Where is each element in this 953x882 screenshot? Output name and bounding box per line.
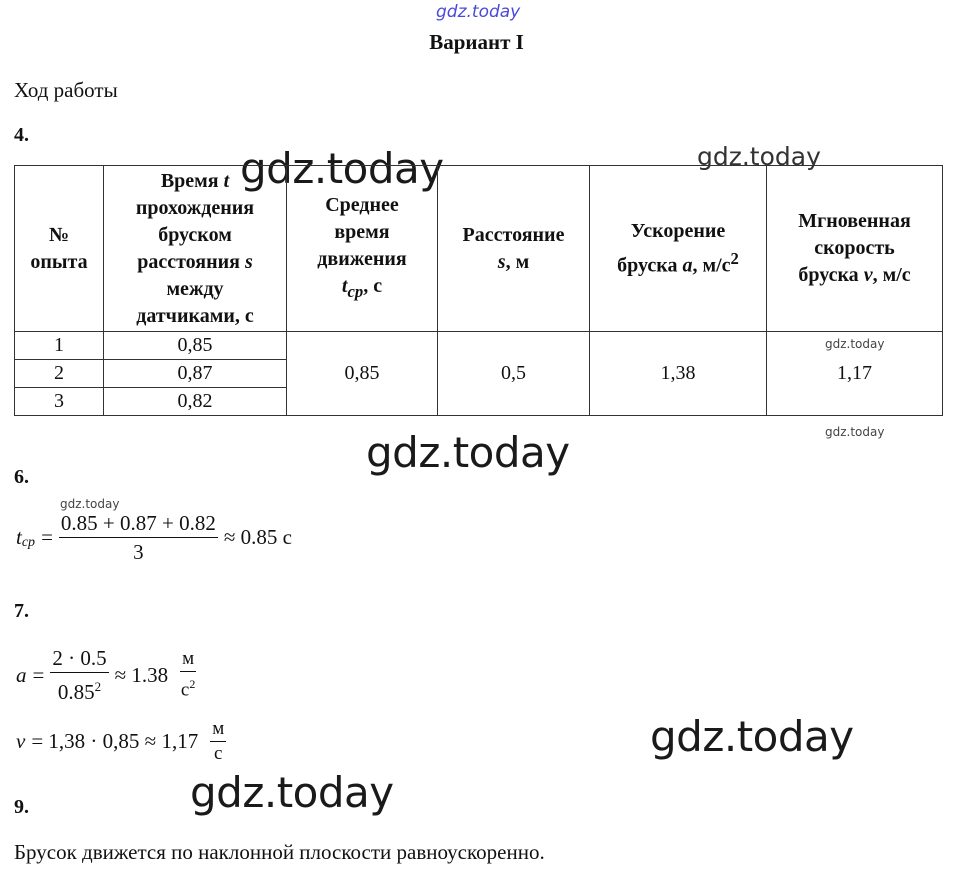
- formula-average-time: t $_{cp}$ = $\frac{0.85 + 0.87 + 0.82}{3}$ ≈ 0.85 с: [16, 511, 292, 564]
- watermark: gdz.today: [190, 768, 394, 817]
- section-6-label: 6.: [14, 466, 29, 488]
- watermark: gdz.today: [366, 428, 570, 477]
- header-trial-number: № опыта: [15, 166, 104, 332]
- watermark: gdz.today: [240, 144, 444, 193]
- acceleration-value: 1,38: [590, 332, 767, 416]
- header-distance: Расстояние s, м: [438, 166, 590, 332]
- watermark: gdz.today: [60, 497, 120, 511]
- watermark: gdz.today: [825, 337, 885, 351]
- trial-number: 1: [15, 332, 104, 360]
- page-title: Вариант I: [429, 30, 524, 54]
- section-7-label: 7.: [14, 600, 29, 622]
- watermark: gdz.today: [650, 712, 854, 761]
- header-acceleration: Ускорение бруска a, $м/с^2$: [590, 166, 767, 332]
- conclusion-text: Брусок движется по наклонной плоскости равноускоренно.: [14, 840, 545, 864]
- watermark: gdz.today: [697, 142, 821, 171]
- distance-value: 0,5: [438, 332, 590, 416]
- formula-acceleration: a = $\frac{2 \cdot 0.5}{0.85^2}$ ≈ 1.38 $\frac{м}{с^2}$: [16, 646, 196, 704]
- trial-number: 3: [15, 388, 104, 416]
- trial-time: 0,85: [104, 332, 287, 360]
- header-velocity: Мгновенная скорость бруска v, м/с: [767, 166, 943, 332]
- intro-text: Ход работы: [14, 78, 118, 102]
- formula-velocity: v = 1,38 · 0,85 ≈ 1,17 $\frac{м}{с}$: [16, 718, 225, 764]
- results-table: [14, 165, 943, 416]
- watermark: gdz.today: [825, 425, 885, 439]
- velocity-value: 1,17: [767, 332, 943, 416]
- trial-number: 2: [15, 360, 104, 388]
- section-4-label: 4.: [14, 124, 29, 146]
- header-average-time: Среднее время движения $t_{ср}$, с: [287, 166, 438, 332]
- section-9-label: 9.: [14, 796, 29, 818]
- header-time: Время t прохождения бруском расстояния s между датчиками, с: [104, 166, 287, 332]
- watermark-top: gdz.today: [436, 2, 521, 22]
- trial-time: 0,87: [104, 360, 287, 388]
- table-row: [15, 332, 943, 360]
- average-time-value: 0,85: [287, 332, 438, 416]
- trial-time: 0,82: [104, 388, 287, 416]
